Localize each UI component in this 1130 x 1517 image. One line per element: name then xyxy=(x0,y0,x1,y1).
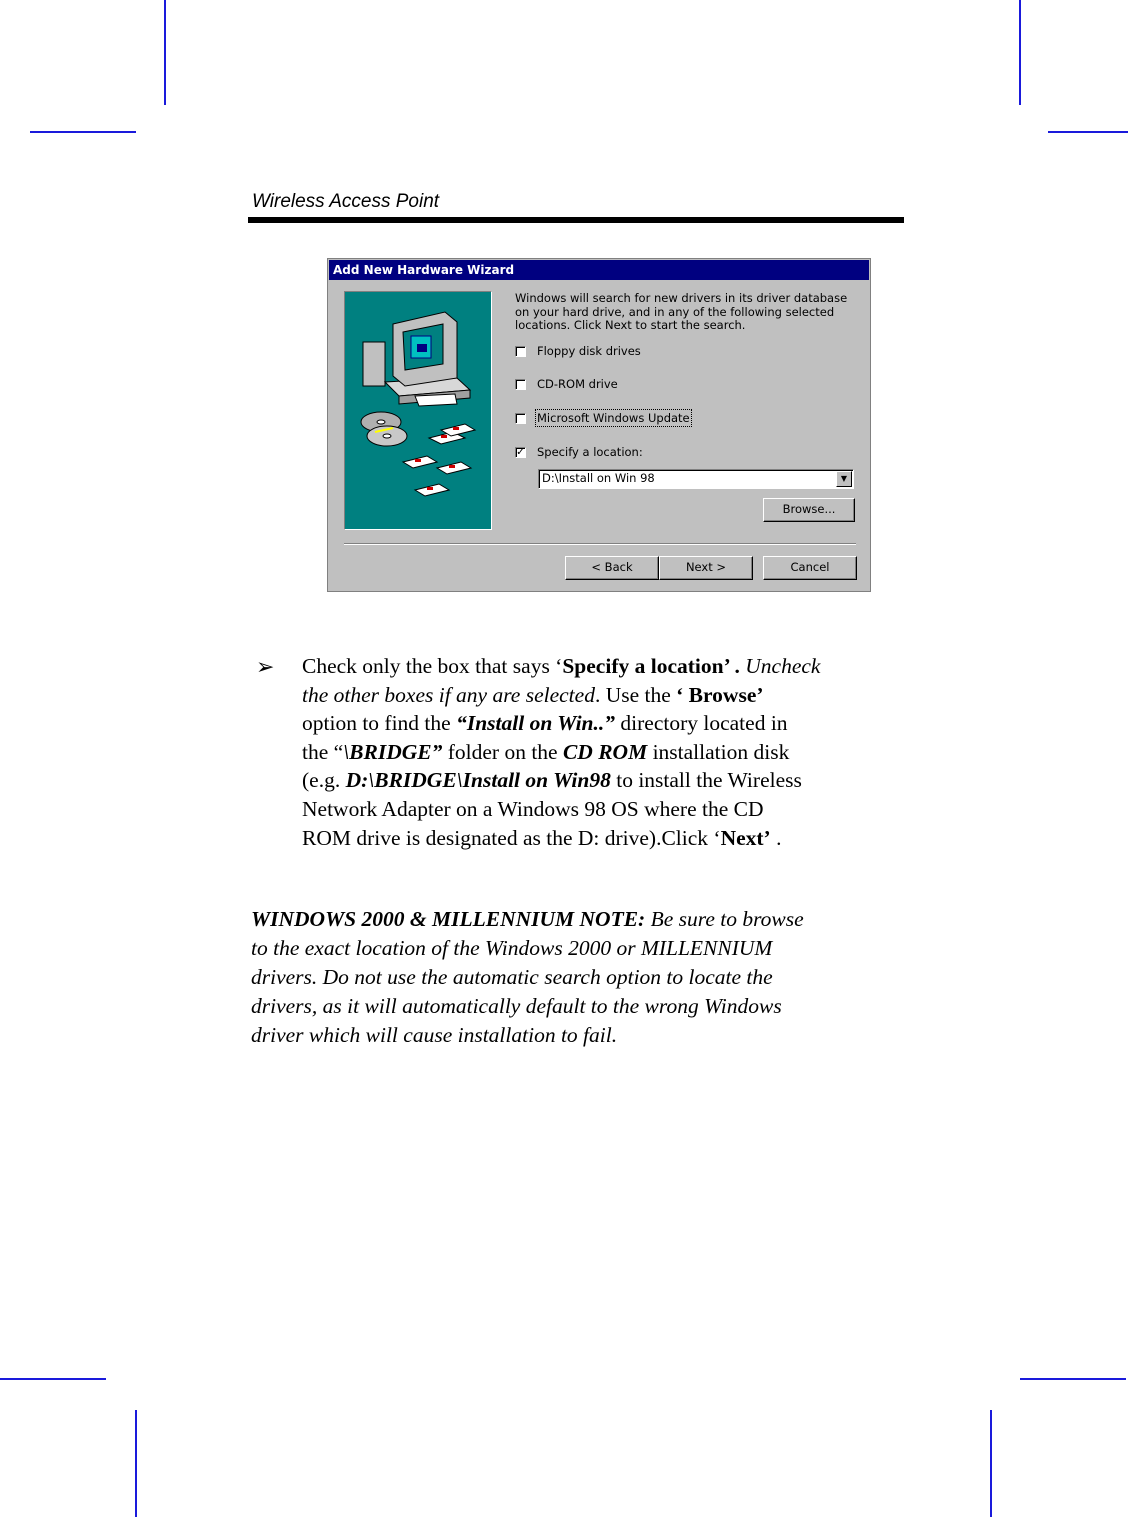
crop-mark-top-left-vertical xyxy=(164,0,166,105)
floppy-disk-icon xyxy=(403,424,475,496)
crop-mark-top-right-horizontal xyxy=(1048,131,1128,133)
instruction-paragraph: Check only the box that says ‘Specify a location’ . Uncheck the other boxes if any are selected. Use the ‘ Browse’ option to find the “Install on Win..” directory located in the “\BRIDGE” folder on the CD ROM installation disk (e.g. D:\BRIDGE\Install on Win98 to install the Wireless Network Adapter on a Windows 98 OS where the CD ROM drive is designated as the D: drive).Click ‘Next’ . xyxy=(302,654,821,850)
header-rule xyxy=(248,217,904,223)
option-windows-update[interactable]: Microsoft Windows Update xyxy=(515,410,690,426)
running-header: Wireless Access Point xyxy=(252,191,440,212)
checkbox-floppy[interactable] xyxy=(515,346,526,357)
checkbox-cd-rom[interactable] xyxy=(515,379,526,390)
option-specify-location[interactable]: ✓ Specify a location: xyxy=(516,445,643,459)
back-button[interactable]: < Back xyxy=(565,556,659,580)
crop-mark-bottom-left-horizontal xyxy=(0,1378,106,1380)
next-button[interactable]: Next > xyxy=(659,556,753,580)
option-cd-rom-drive[interactable]: CD-ROM drive xyxy=(515,376,618,392)
chevron-down-icon[interactable]: ▼ xyxy=(836,471,852,487)
location-value: D:\Install on Win 98 xyxy=(542,471,655,485)
windows-2000-millennium-note: WINDOWS 2000 & MILLENNIUM NOTE: Be sure to browse to the exact location of the Windows 2000 or MILLENNIUM drivers. Do not use the automatic search option to locate the drivers, as it will automatically default to the wrong Windows driver which will cause installation to fail. xyxy=(251,907,804,1047)
wizard-art-panel xyxy=(344,291,492,530)
crop-mark-top-left-horizontal xyxy=(30,131,136,133)
note-heading: WINDOWS 2000 & MILLENNIUM NOTE: xyxy=(251,907,646,931)
crop-mark-bottom-right-horizontal xyxy=(1020,1378,1126,1380)
location-combo[interactable] xyxy=(538,469,854,489)
checkbox-windows-update[interactable] xyxy=(515,413,526,424)
bullet-arrow-icon: ➢ xyxy=(256,654,275,679)
crop-mark-top-right-vertical xyxy=(1019,0,1021,105)
dialog-separator xyxy=(344,543,856,545)
computer-icon xyxy=(363,312,470,406)
wizard-intro-text: Windows will search for new drivers in its driver database on your hard drive, and in any of the following selected locations. Click Next to start the search. xyxy=(515,291,848,332)
dialog-title: Add New Hardware Wizard xyxy=(329,260,869,280)
checkbox-specify-location[interactable]: ✓ xyxy=(516,446,525,458)
crop-mark-bottom-left-vertical xyxy=(135,1410,137,1517)
option-floppy-disk-drives[interactable]: Floppy disk drives xyxy=(515,343,641,359)
browse-button[interactable]: Browse... xyxy=(763,498,855,522)
cd-disc-icon xyxy=(361,412,407,446)
crop-mark-bottom-right-vertical xyxy=(990,1410,992,1517)
cancel-button[interactable]: Cancel xyxy=(763,556,857,580)
add-hardware-wizard-dialog xyxy=(327,258,871,592)
